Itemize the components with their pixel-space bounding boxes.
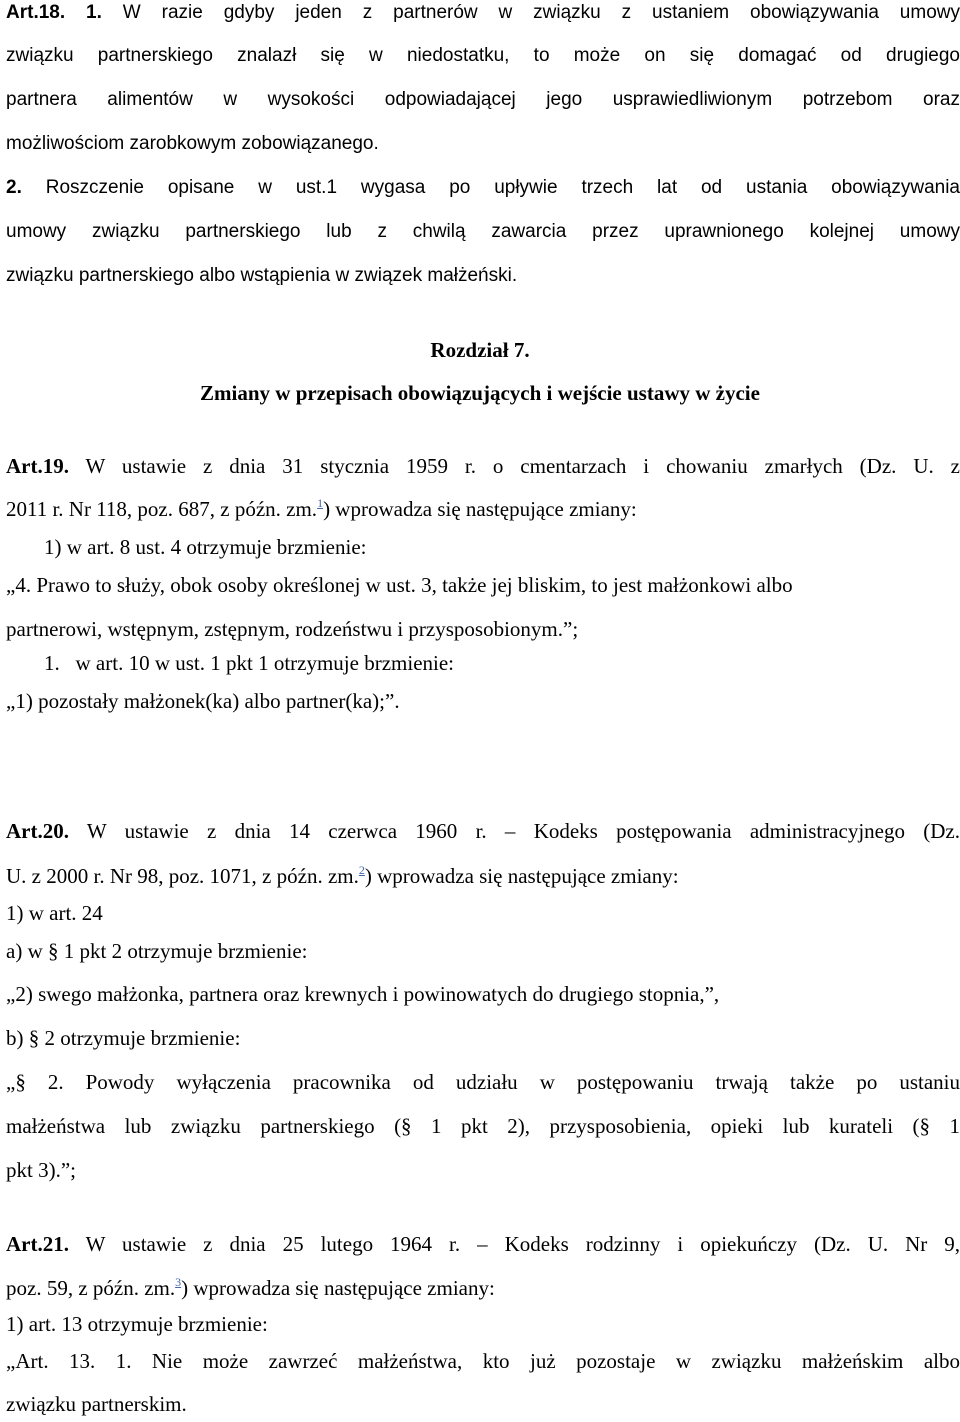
art20-line-9: pkt 3).”; — [6, 1158, 76, 1182]
art19-text-2b: ) wprowadza się następujące zmiany: — [323, 497, 637, 521]
art21-line-3: 1) art. 13 otrzymuje brzmienie: — [6, 1312, 268, 1336]
art18-line-5 — [6, 175, 960, 201]
art19-line-6: 1. w art. 10 w ust. 1 pkt 1 otrzymuje brzmienie: — [44, 651, 455, 675]
art20-text-2b: ) wprowadza się następujące zmiany: — [364, 864, 679, 888]
art19-line-5: partnerowi, wstępnym, zstępnym, rodzeństwu i przysposobionym.”; — [6, 617, 579, 641]
art18-line-2: związku partnerskiego znalazł się w niedostatku, to może on się domagać od drugiego — [6, 45, 960, 66]
art21-label: Art.21. — [6, 1232, 69, 1256]
art20-line-8: małżeństwa lub związku partnerskiego (§ 1 pkt 2), przysposobienia, opieki lub kurateli (§ 1 — [6, 1114, 960, 1138]
art21-text-2b: ) wprowadza się następujące zmiany: — [181, 1276, 495, 1300]
art20-line-4: a) w § 1 pkt 2 otrzymuje brzmienie: — [6, 939, 308, 963]
art18-text-5: Roszczenie opisane w ust.1 wygasa po upływie trzech lat od ustania obowiązywania — [45, 177, 960, 198]
art18-text-1: W razie gdyby jeden z partnerów w związku z ustaniem obowiązywania umowy — [122, 2, 960, 23]
art20-line-1 — [6, 818, 960, 844]
art21-line-2 — [6, 1275, 960, 1301]
art18-line-4: możliwościom zarobkowym zobowiązanego. — [6, 133, 379, 154]
art20-line-6: b) § 2 otrzymuje brzmienie: — [6, 1026, 241, 1050]
art21-text-2a: poz. 59, z późn. zm. — [6, 1276, 176, 1300]
art21-line-1 — [6, 1231, 960, 1257]
art19-line-1 — [6, 453, 960, 479]
art18-line-3: partnera alimentów w wysokości odpowiadającej jego usprawiedliwionym potrzebom oraz — [6, 89, 960, 110]
art18-label: Art.18. 1. — [6, 2, 102, 23]
art18-line-6: umowy związku partnerskiego lub z chwilą zawarcia przez uprawnionego kolejnej umowy — [6, 221, 960, 242]
footnote-3-link[interactable]: 3 — [175, 1275, 182, 1289]
art20-line-7: „§ 2. Powody wyłączenia pracownika od udziału w postępowaniu trwają także po ustaniu — [6, 1070, 960, 1094]
art20-label: Art.20. — [6, 819, 69, 843]
art20-line-5: „2) swego małżonka, partnera oraz krewnych i powinowatych do drugiego stopnia,”, — [6, 982, 720, 1006]
art19-line-3: 1) w art. 8 ust. 4 otrzymuje brzmienie: — [44, 535, 367, 559]
art21-text-1: W ustawie z dnia 25 lutego 1964 r. – Kodeks rodzinny i opiekuńczy (Dz. U. Nr 9, — [85, 1232, 960, 1256]
footnote-1-link[interactable]: 1 — [317, 496, 324, 510]
art19-line-2 — [6, 496, 960, 522]
footnote-2-link[interactable]: 2 — [358, 863, 365, 877]
art18-item-2-label: 2. — [6, 177, 22, 198]
chapter-title: Zmiany w przepisach obowiązujących i wejście ustawy w życie — [200, 381, 760, 405]
art19-label: Art.19. — [6, 454, 69, 478]
art18-line-1 — [6, 0, 960, 26]
art20-text-2a: U. z 2000 r. Nr 98, poz. 1071, z późn. zm. — [6, 864, 359, 888]
art19-line-7: „1) pozostały małżonek(ka) albo partner(ka);”. — [6, 689, 400, 713]
art19-text-2a: 2011 r. Nr 118, poz. 687, z późn. zm. — [6, 497, 318, 521]
art21-line-4: „Art. 13. 1. Nie może zawrzeć małżeństwa, kto już pozostaje w związku małżeńskim albo — [6, 1349, 960, 1373]
chapter-number: Rozdział 7. — [430, 338, 530, 362]
art18-line-7: związku partnerskiego albo wstąpienia w związek małżeński. — [6, 265, 518, 286]
art20-text-1: W ustawie z dnia 14 czerwca 1960 r. – Kodeks postępowania administracyjnego (Dz. — [86, 819, 960, 843]
art20-line-3: 1) w art. 24 — [6, 901, 103, 925]
art21-line-5: związku partnerskim. — [6, 1392, 187, 1416]
art20-line-2 — [6, 863, 960, 889]
art19-text-1: W ustawie z dnia 31 stycznia 1959 r. o cmentarzach i chowaniu zmarłych (Dz. U. z — [85, 454, 960, 478]
art19-line-4: „4. Prawo to służy, obok osoby określonej w ust. 3, także jej bliskim, to jest małżonkowi albo — [6, 573, 793, 597]
